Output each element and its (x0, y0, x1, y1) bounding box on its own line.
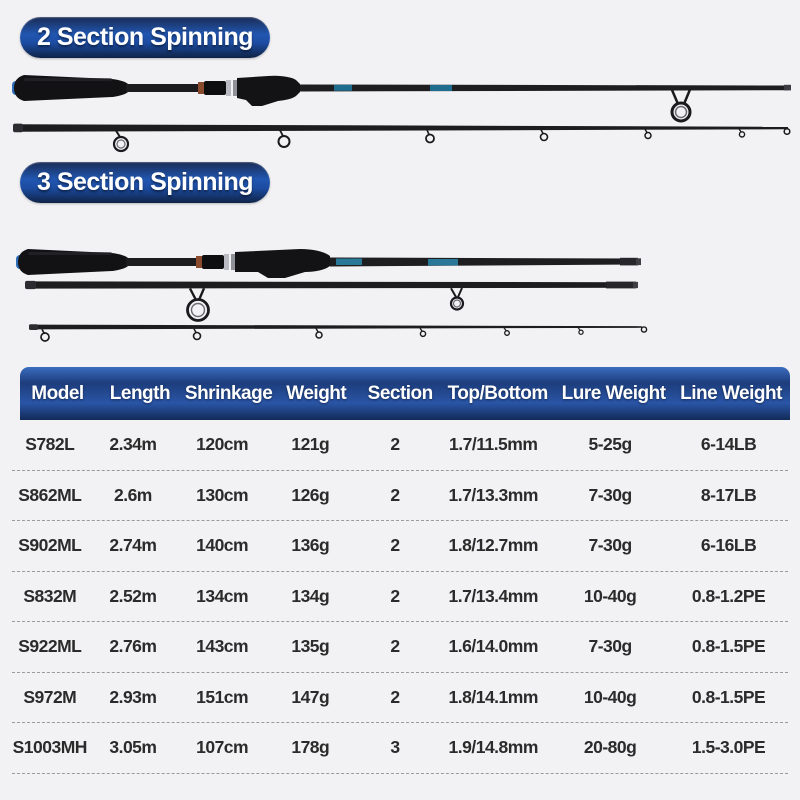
thread-wrap (430, 85, 452, 91)
table-cell: 2.52m (109, 585, 157, 606)
badge-3-section (20, 162, 270, 203)
table-cell: 2.34m (109, 434, 157, 455)
ferrule-collar (606, 282, 636, 289)
table-cell: 5-25g (588, 434, 632, 455)
butt-collar (25, 281, 36, 289)
ferrule-end (784, 85, 791, 91)
badge-2-section-label: 2 Section Spinning (37, 23, 254, 51)
table-cell: 3 (390, 737, 400, 758)
mid-blank (26, 281, 638, 288)
table-cell: 10-40g (583, 686, 637, 707)
table-cell: 1.9/14.8mm (448, 737, 538, 758)
table-cell: 2.74m (109, 535, 157, 556)
table-cell: 1.8/14.1mm (448, 686, 538, 707)
line-guide (645, 129, 651, 138)
table-cell: 121g (291, 434, 330, 455)
line-guide (420, 328, 426, 336)
fore-grip (237, 76, 300, 106)
silver-ring (226, 80, 231, 96)
table-cell: 2.6m (113, 484, 152, 505)
table-cell: 7-30g (588, 484, 632, 505)
spec-table-body (12, 420, 788, 774)
table-cell: S902ML (18, 535, 82, 556)
table-cell: 120cm (196, 434, 249, 455)
table-cell: 2 (390, 636, 400, 657)
line-guide (451, 288, 463, 310)
ferrule-end (636, 258, 641, 265)
table-cell: S972M (23, 686, 77, 707)
table-cell: 135g (291, 636, 330, 657)
ferrule-end (633, 282, 638, 288)
table-cell: 7-30g (588, 535, 632, 556)
column-header-shrinkage: Shrinkage (184, 382, 273, 404)
table-cell: 2.93m (109, 686, 157, 707)
tip-blank (14, 124, 788, 132)
rod-image-3-section (0, 235, 800, 365)
tip-blank (30, 325, 642, 330)
table-cell: S862ML (18, 484, 82, 505)
table-cell: 130cm (196, 484, 249, 505)
silver-ring (224, 254, 229, 270)
table-cell: 6-16LB (700, 535, 757, 556)
table-cell: 2 (390, 585, 400, 606)
table-cell: S782L (25, 434, 75, 455)
table-cell: 2 (390, 686, 400, 707)
table-cell: 147g (291, 686, 330, 707)
badge-2-section (20, 17, 270, 58)
table-cell: 143cm (196, 636, 249, 657)
table-cell: 136g (291, 535, 330, 556)
column-header-line-weight: Line Weight (680, 382, 782, 404)
table-row-s902ml (12, 521, 788, 572)
thread-wrap (428, 259, 458, 266)
silver-ring (233, 80, 237, 96)
blank-rear (126, 258, 202, 266)
table-row-s972m (12, 673, 788, 724)
line-guide (194, 329, 201, 340)
table-row-s1003mh (12, 723, 788, 774)
line-guide (279, 130, 290, 147)
rod3-handle-section (16, 249, 641, 278)
blank-front (330, 258, 636, 267)
rod-image-2-section (0, 60, 800, 160)
table-cell: 134cm (196, 585, 249, 606)
fore-grip (235, 249, 330, 278)
table-cell: 6-14LB (700, 434, 757, 455)
table-cell: 1.8/12.7mm (448, 535, 538, 556)
line-guide (41, 329, 49, 341)
table-cell: 151cm (196, 686, 249, 707)
table-cell: 134g (291, 585, 330, 606)
ferrule-collar (620, 258, 638, 266)
column-header-weight: Weight (286, 382, 347, 404)
table-cell: 8-17LB (700, 484, 757, 505)
tip-top-guide (784, 129, 790, 135)
thread-wrap (336, 259, 362, 266)
table-row-s862ml (12, 471, 788, 522)
thread-wrap (334, 85, 352, 91)
line-guide (739, 129, 745, 137)
line-guide (578, 328, 583, 335)
rod2-handle-section (12, 75, 791, 121)
column-header-section: Section (367, 382, 433, 404)
table-cell: 20-80g (583, 737, 637, 758)
table-cell: 2 (390, 484, 400, 505)
table-row-s832m (12, 572, 788, 623)
table-cell: S1003MH (12, 737, 87, 758)
blank-front (300, 85, 788, 92)
reel-seat (202, 255, 224, 269)
grip-highlight (24, 78, 112, 81)
butt-collar (13, 124, 23, 133)
column-header-lure-weight: Lure Weight (561, 382, 666, 404)
line-guide (316, 328, 322, 338)
table-cell: 1.6/14.0mm (448, 636, 538, 657)
blank-rear (126, 84, 204, 92)
table-cell: 178g (291, 737, 330, 758)
grip-highlight (28, 252, 112, 255)
table-cell: 140cm (196, 535, 249, 556)
copper-ring (196, 256, 202, 268)
column-header-length: Length (109, 382, 171, 404)
table-cell: 2.76m (109, 636, 157, 657)
column-header-model: Model (31, 382, 84, 404)
line-guide (504, 328, 509, 336)
table-cell: 7-30g (588, 636, 632, 657)
table-cell: 1.7/13.3mm (448, 484, 538, 505)
spec-table-header-row (20, 367, 790, 420)
table-cell: S832M (23, 585, 77, 606)
line-guide (541, 130, 548, 141)
reel-seat (204, 81, 226, 95)
table-cell: 1.7/13.4mm (448, 585, 538, 606)
table-cell: 2 (390, 434, 400, 455)
stripper-guide (188, 288, 209, 320)
table-cell: S922ML (18, 636, 82, 657)
table-cell: 3.05m (109, 737, 157, 758)
table-cell: 1.5-3.0PE (691, 737, 766, 758)
spec-table (0, 367, 800, 774)
table-cell: 0.8-1.2PE (691, 585, 766, 606)
badge-3-section-label: 3 Section Spinning (37, 168, 254, 196)
rod3-tip-section (29, 324, 647, 341)
column-header-top-bottom: Top/Bottom (447, 382, 548, 404)
table-cell: 1.7/11.5mm (449, 434, 538, 455)
tip-top-guide (641, 327, 646, 332)
table-cell: 107cm (196, 737, 249, 758)
table-cell: 0.8-1.5PE (691, 636, 766, 657)
line-guide (114, 131, 128, 151)
copper-ring (198, 82, 204, 94)
table-cell: 2 (390, 535, 400, 556)
rod3-middle-section (25, 281, 638, 321)
table-row-s782l (12, 420, 788, 471)
table-cell: 0.8-1.5PE (691, 686, 766, 707)
rod2-tip-section (13, 124, 790, 151)
stripper-guide (672, 90, 690, 122)
table-cell: 126g (291, 484, 330, 505)
table-row-s922ml (12, 622, 788, 673)
butt-collar (29, 324, 38, 330)
table-cell: 10-40g (583, 585, 637, 606)
silver-ring (231, 254, 235, 270)
line-guide (426, 130, 434, 143)
